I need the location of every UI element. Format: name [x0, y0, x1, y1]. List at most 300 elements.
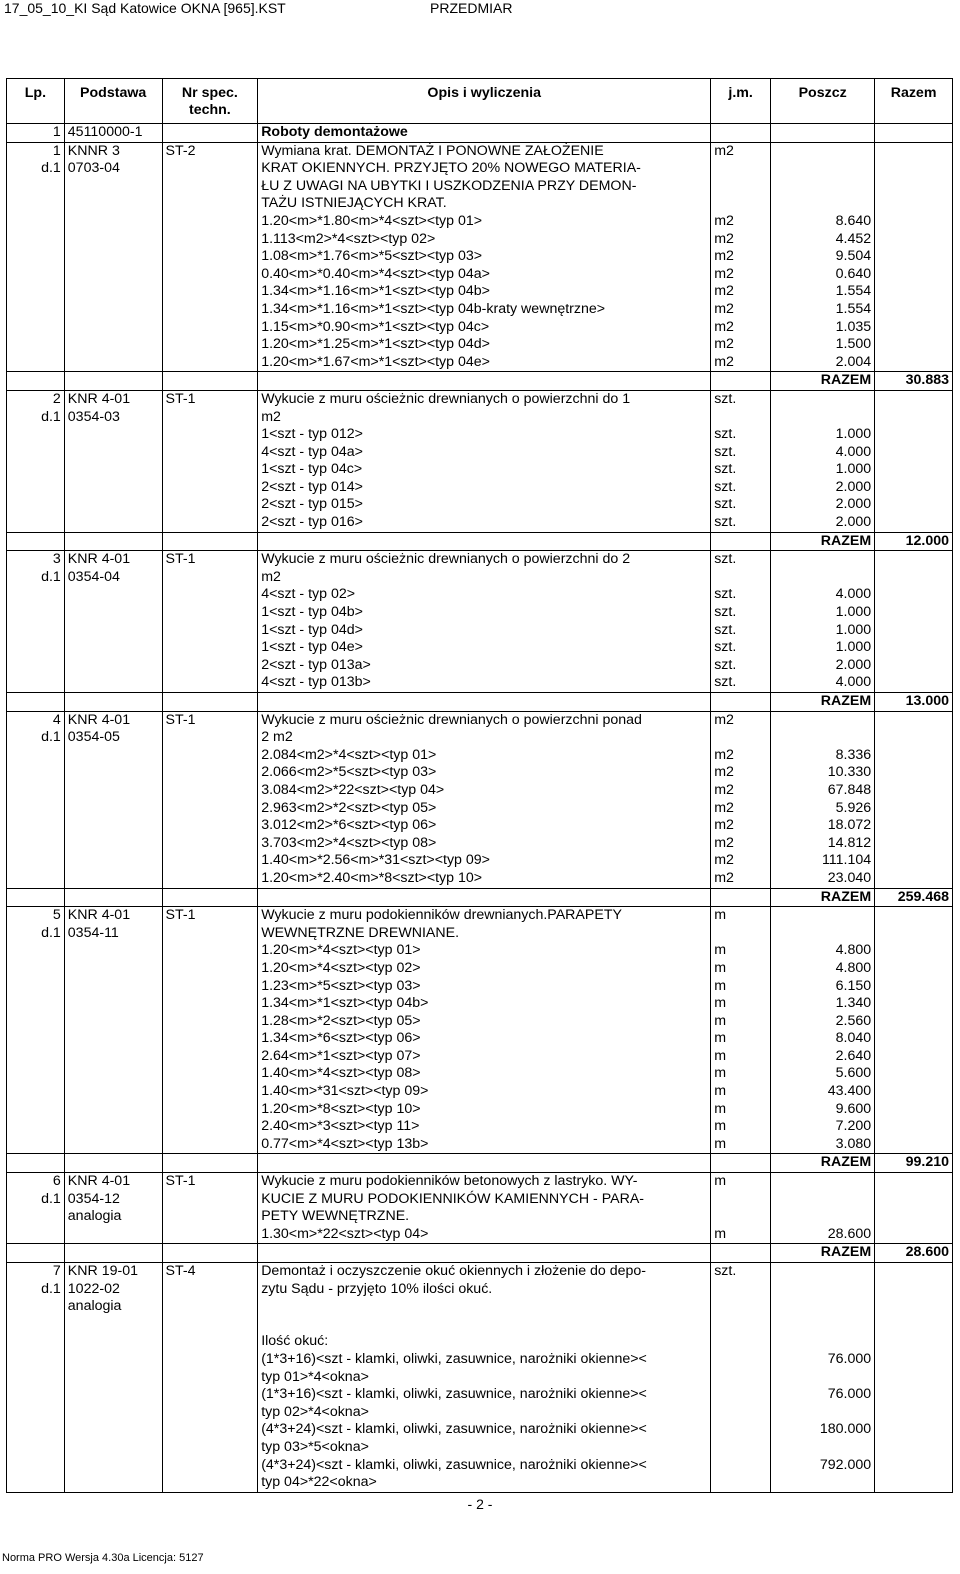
- poszcz-cell: [771, 1173, 875, 1191]
- spec-cell: [162, 569, 258, 587]
- razem-total: 259.468: [875, 888, 953, 907]
- razem-cell: [875, 195, 953, 213]
- spec-cell: [162, 835, 258, 853]
- podstawa-cell: KNR 4-01: [64, 711, 162, 729]
- jm-cell: [711, 1154, 771, 1173]
- podstawa-cell: [64, 782, 162, 800]
- opis-cell: zytu Sądu - przyjęto 10% ilości okuć.: [258, 1281, 711, 1299]
- podstawa-cell: [64, 817, 162, 835]
- jm-cell: [711, 1386, 771, 1404]
- lp-cell: [7, 195, 65, 213]
- podstawa-cell: [64, 1136, 162, 1154]
- spec-cell: [162, 479, 258, 497]
- spec-cell: [162, 1474, 258, 1492]
- lp-cell: [7, 354, 65, 372]
- calc-expression: 1.34<m>*1.16<m>*1<szt><typ 04b>: [258, 283, 711, 301]
- calc-row: [7, 1351, 953, 1369]
- calc-unit: m2: [711, 835, 771, 853]
- calc-value: 9.600: [771, 1101, 875, 1119]
- calc-expression: 1.28<m>*2<szt><typ 05>: [258, 1013, 711, 1031]
- podstawa-cell: [64, 496, 162, 514]
- calc-unit: m2: [711, 248, 771, 266]
- razem-label: RAZEM: [771, 888, 875, 907]
- lp-cell: d.1: [7, 925, 65, 943]
- jm-cell: [711, 532, 771, 551]
- razem-cell: [875, 978, 953, 996]
- calc-row: [7, 960, 953, 978]
- podstawa-cell: analogia: [64, 1208, 162, 1226]
- jm-cell: [711, 1351, 771, 1369]
- col-nr-spec: Nr spec. techn.: [162, 79, 258, 124]
- razem-cell: [875, 496, 953, 514]
- calc-value: 4.452: [771, 231, 875, 249]
- calc-expression: 1.20<m>*1.67<m>*1<szt><typ 04e>: [258, 354, 711, 372]
- calc-value: 14.812: [771, 835, 875, 853]
- calc-row: [7, 817, 953, 835]
- lp-cell: [7, 978, 65, 996]
- calc-expression: 2<szt - typ 014>: [258, 479, 711, 497]
- poszcz-cell: [771, 925, 875, 943]
- calc-expression: 4<szt - typ 02>: [258, 586, 711, 604]
- lp-cell: [7, 764, 65, 782]
- section-row: [7, 124, 953, 143]
- spec-cell: [162, 1154, 258, 1173]
- calc-value: 3.080: [771, 1136, 875, 1154]
- calc-row: [7, 479, 953, 497]
- podstawa-cell: [64, 1351, 162, 1369]
- razem-cell: [875, 1457, 953, 1475]
- empty-cell: [875, 1316, 953, 1334]
- lp-cell: [7, 283, 65, 301]
- jm-cell: m: [711, 1173, 771, 1191]
- calc-unit: m2: [711, 213, 771, 231]
- spec-cell: [162, 942, 258, 960]
- razem-cell: [875, 942, 953, 960]
- razem-label: RAZEM: [771, 1154, 875, 1173]
- file-name: 17_05_10_KI Sąd Katowice OKNA [965].KST: [4, 0, 286, 16]
- opis-cell: Wykucie z muru ościeżnic drewnianych o powierzchni do 1: [258, 390, 711, 408]
- lp-cell: [7, 1208, 65, 1226]
- opis-cell: [258, 372, 711, 391]
- position-row: [7, 160, 953, 178]
- jm-cell: [711, 569, 771, 587]
- jm-cell: [711, 1191, 771, 1209]
- position-row: [7, 551, 953, 569]
- poszcz-cell: [771, 1369, 875, 1387]
- podstawa-cell: [64, 800, 162, 818]
- spec-cell: [162, 319, 258, 337]
- spec-cell: [162, 1226, 258, 1244]
- calc-unit: m2: [711, 266, 771, 284]
- calc-unit: szt.: [711, 586, 771, 604]
- spec-cell: [162, 354, 258, 372]
- podstawa-cell: [64, 657, 162, 675]
- podstawa-cell: [64, 586, 162, 604]
- spec-cell: [162, 426, 258, 444]
- lp-cell: [7, 178, 65, 196]
- spec-cell: [162, 657, 258, 675]
- razem-cell: [875, 1333, 953, 1351]
- spec-cell: [162, 1244, 258, 1263]
- jm-cell: [711, 1333, 771, 1351]
- calc-value: 1.554: [771, 283, 875, 301]
- spec-cell: [162, 195, 258, 213]
- calc-row: [7, 942, 953, 960]
- podstawa-cell: [64, 1439, 162, 1457]
- spec-cell: [162, 995, 258, 1013]
- calc-row: [7, 657, 953, 675]
- calc-unit: m2: [711, 319, 771, 337]
- calc-expression: 1.15<m>*0.90<m>*1<szt><typ 04c>: [258, 319, 711, 337]
- lp-cell: [7, 693, 65, 712]
- calc-expression: 1.34<m>*1<szt><typ 04b>: [258, 995, 711, 1013]
- podstawa-cell: analogia: [64, 1298, 162, 1316]
- poszcz-cell: [771, 1298, 875, 1316]
- razem-total: 13.000: [875, 693, 953, 712]
- podstawa-cell: [64, 1474, 162, 1492]
- calc-row: [7, 622, 953, 640]
- opis-cell: [258, 1154, 711, 1173]
- spec-cell: ST-1: [162, 907, 258, 925]
- spec-cell: [162, 852, 258, 870]
- calc-unit: szt.: [711, 496, 771, 514]
- calc-unit: m: [711, 942, 771, 960]
- empty-cell: [64, 1316, 162, 1334]
- podstawa-cell: [64, 1333, 162, 1351]
- spec-cell: [162, 747, 258, 765]
- opis-cell: m2: [258, 569, 711, 587]
- lp-cell: [7, 674, 65, 692]
- position-row: [7, 711, 953, 729]
- ilosc-row: [7, 1333, 953, 1351]
- calc-unit: m: [711, 1030, 771, 1048]
- lp-cell: [7, 1298, 65, 1316]
- lp-cell: [7, 1154, 65, 1173]
- lp-cell: [7, 1030, 65, 1048]
- calc-unit: m: [711, 1101, 771, 1119]
- calc-value: 6.150: [771, 978, 875, 996]
- spec-cell: [162, 1421, 258, 1439]
- calc-expression: 1.20<m>*2.40<m>*8<szt><typ 10>: [258, 870, 711, 888]
- calc-row-cont: [7, 1474, 953, 1492]
- spec-cell: ST-1: [162, 551, 258, 569]
- spec-cell: ST-1: [162, 390, 258, 408]
- podstawa-cell: [64, 248, 162, 266]
- razem-cell: [875, 1083, 953, 1101]
- calc-value: 1.554: [771, 301, 875, 319]
- podstawa-cell: [64, 514, 162, 532]
- calc-expression: 4<szt - typ 013b>: [258, 674, 711, 692]
- lp-cell: [7, 586, 65, 604]
- lp-cell: [7, 444, 65, 462]
- spec-cell: [162, 1048, 258, 1066]
- document-title: PRZEDMIAR: [430, 0, 513, 16]
- razem-cell: [875, 1421, 953, 1439]
- lp-cell: [7, 1244, 65, 1263]
- jm-cell: [711, 1369, 771, 1387]
- lp-cell: [7, 1439, 65, 1457]
- podstawa-cell: [64, 960, 162, 978]
- jm-cell: [711, 1208, 771, 1226]
- podstawa-cell: [64, 1369, 162, 1387]
- podstawa-cell: KNNR 3: [64, 142, 162, 160]
- position-row: [7, 1298, 953, 1316]
- calc-expression: 1.40<m>*31<szt><typ 09>: [258, 1083, 711, 1101]
- lp-cell: [7, 231, 65, 249]
- poszcz-cell: [771, 142, 875, 160]
- podstawa-cell: [64, 747, 162, 765]
- lp-cell: [7, 1386, 65, 1404]
- calc-unit: szt.: [711, 639, 771, 657]
- opis-cell: Wykucie z muru podokienników drewnianych.PARAPETY: [258, 907, 711, 925]
- razem-cell: [875, 444, 953, 462]
- podstawa-cell: 0354-12: [64, 1191, 162, 1209]
- jm-cell: [711, 1421, 771, 1439]
- spec-cell: [162, 639, 258, 657]
- spec-cell: [162, 532, 258, 551]
- calc-value: 67.848: [771, 782, 875, 800]
- podstawa-cell: [64, 604, 162, 622]
- calc-expression: 2.963<m2>*2<szt><typ 05>: [258, 800, 711, 818]
- calc-row: [7, 231, 953, 249]
- jm-cell: [711, 195, 771, 213]
- calc-value: 4.000: [771, 586, 875, 604]
- spec-cell: [162, 978, 258, 996]
- calc-expression: 1<szt - typ 04d>: [258, 622, 711, 640]
- razem-cell: [875, 817, 953, 835]
- podstawa-cell: [64, 1154, 162, 1173]
- podstawa-cell: [64, 674, 162, 692]
- calc-row: [7, 461, 953, 479]
- razem-cell: [875, 301, 953, 319]
- calc-row: [7, 782, 953, 800]
- poszcz-cell: [771, 907, 875, 925]
- razem-row: [7, 1244, 953, 1263]
- lp-cell: [7, 1118, 65, 1136]
- section-title: Roboty demontażowe: [258, 124, 711, 143]
- calc-value: 792.000: [771, 1457, 875, 1475]
- calc-value: 43.400: [771, 1083, 875, 1101]
- podstawa-cell: KNR 19-01: [64, 1263, 162, 1281]
- position-row: [7, 1281, 953, 1299]
- lp-cell: 4: [7, 711, 65, 729]
- calc-value: 76.000: [771, 1351, 875, 1369]
- lp-cell: 7: [7, 1263, 65, 1281]
- lp-cell: [7, 479, 65, 497]
- lp-cell: [7, 639, 65, 657]
- podstawa-cell: [64, 1226, 162, 1244]
- razem-cell: [875, 1118, 953, 1136]
- opis-cell: 2 m2: [258, 729, 711, 747]
- podstawa-cell: [64, 852, 162, 870]
- calc-value: 111.104: [771, 852, 875, 870]
- opis-cell: [258, 1298, 711, 1316]
- podstawa-cell: [64, 835, 162, 853]
- calc-row: [7, 800, 953, 818]
- razem-cell: [875, 213, 953, 231]
- calc-row: [7, 978, 953, 996]
- lp-cell: d.1: [7, 1281, 65, 1299]
- calc-unit: m2: [711, 336, 771, 354]
- podstawa-cell: [64, 1244, 162, 1263]
- podstawa-cell: [64, 693, 162, 712]
- position-row: [7, 569, 953, 587]
- calc-expression: 1<szt - typ 04e>: [258, 639, 711, 657]
- jm-cell: [711, 1281, 771, 1299]
- spec-cell: [162, 782, 258, 800]
- lp-cell: d.1: [7, 1191, 65, 1209]
- calc-unit: m2: [711, 852, 771, 870]
- podstawa-cell: KNR 4-01: [64, 907, 162, 925]
- calc-expression: 1.20<m>*1.25<m>*1<szt><typ 04d>: [258, 336, 711, 354]
- razem-cell: [875, 1048, 953, 1066]
- spec-cell: [162, 336, 258, 354]
- przedmiar-table-frame: [6, 78, 953, 1491]
- position-row: [7, 1173, 953, 1191]
- calc-row: [7, 426, 953, 444]
- jm-cell: szt.: [711, 551, 771, 569]
- spec-cell: [162, 1298, 258, 1316]
- calc-value: 4.000: [771, 674, 875, 692]
- calc-unit: m: [711, 978, 771, 996]
- calc-unit: szt.: [711, 657, 771, 675]
- calc-unit: m: [711, 960, 771, 978]
- calc-unit: m2: [711, 870, 771, 888]
- calc-unit: szt.: [711, 479, 771, 497]
- razem-cell: [875, 551, 953, 569]
- calc-expression: 2.066<m2>*5<szt><typ 03>: [258, 764, 711, 782]
- razem-cell: [875, 586, 953, 604]
- calc-unit: m: [711, 1083, 771, 1101]
- calc-expression: 2<szt - typ 013a>: [258, 657, 711, 675]
- poszcz-cell: [771, 1208, 875, 1226]
- spec-cell: [162, 888, 258, 907]
- calc-row: [7, 995, 953, 1013]
- podstawa-cell: [64, 942, 162, 960]
- calc-row: [7, 1013, 953, 1031]
- jm-cell: [711, 1439, 771, 1457]
- calc-row: [7, 1421, 953, 1439]
- podstawa-cell: [64, 1421, 162, 1439]
- opis-cell: Wykucie z muru ościeżnic drewnianych o powierzchni do 2: [258, 551, 711, 569]
- podstawa-cell: KNR 4-01: [64, 551, 162, 569]
- spec-cell: [162, 870, 258, 888]
- calc-expression: (1*3+16)<szt - klamki, oliwki, zasuwnice, narożniki okienne><: [258, 1386, 711, 1404]
- podstawa-cell: 1022-02: [64, 1281, 162, 1299]
- podstawa-cell: [64, 266, 162, 284]
- calc-row: [7, 1101, 953, 1119]
- calc-expression: 1.40<m>*2.56<m>*31<szt><typ 09>: [258, 852, 711, 870]
- podstawa-cell: [64, 1101, 162, 1119]
- calc-row: [7, 586, 953, 604]
- calc-row: [7, 835, 953, 853]
- spec-cell: [162, 693, 258, 712]
- lp-cell: [7, 870, 65, 888]
- jm-cell: [711, 1298, 771, 1316]
- opis-cell: m2: [258, 409, 711, 427]
- calc-row: [7, 1226, 953, 1244]
- spec-cell: [162, 1030, 258, 1048]
- opis-cell: [258, 888, 711, 907]
- calc-unit: m2: [711, 817, 771, 835]
- razem-cell: [875, 1101, 953, 1119]
- razem-cell: [875, 1226, 953, 1244]
- razem-cell: [875, 283, 953, 301]
- lp-cell: [7, 995, 65, 1013]
- razem-cell: [875, 782, 953, 800]
- spec-cell: [162, 800, 258, 818]
- lp-cell: d.1: [7, 729, 65, 747]
- lp-cell: [7, 1351, 65, 1369]
- podstawa-cell: [64, 1386, 162, 1404]
- calc-expression: 4<szt - typ 04a>: [258, 444, 711, 462]
- razem-cell: [875, 925, 953, 943]
- opis-cell: PETY WEWNĘTRZNE.: [258, 1208, 711, 1226]
- spec-cell: [162, 213, 258, 231]
- calc-value: 7.200: [771, 1118, 875, 1136]
- podstawa-cell: 0354-05: [64, 729, 162, 747]
- calc-expression: (4*3+24)<szt - klamki, oliwki, zasuwnice, narożniki okienne><: [258, 1421, 711, 1439]
- razem-cell: [875, 1386, 953, 1404]
- razem-total: 30.883: [875, 372, 953, 391]
- position-row: [7, 195, 953, 213]
- podstawa-cell: [64, 444, 162, 462]
- lp-cell: [7, 1474, 65, 1492]
- empty-cell: [258, 1316, 711, 1334]
- podstawa-cell: [64, 336, 162, 354]
- calc-value: 76.000: [771, 1386, 875, 1404]
- poszcz-cell: [771, 1281, 875, 1299]
- razem-total: 12.000: [875, 532, 953, 551]
- podstawa-cell: [64, 1404, 162, 1422]
- spec-cell: [162, 1136, 258, 1154]
- calc-value: 10.330: [771, 764, 875, 782]
- calc-row: [7, 1030, 953, 1048]
- spec-cell: [162, 124, 258, 143]
- calc-expression: 0.40<m>*0.40<m>*4<szt><typ 04a>: [258, 266, 711, 284]
- lp-cell: [7, 213, 65, 231]
- opis-cell: [258, 1244, 711, 1263]
- calc-row: [7, 1048, 953, 1066]
- spacer-row: [7, 1316, 953, 1334]
- calc-row: [7, 514, 953, 532]
- razem-cell: [875, 674, 953, 692]
- razem-cell: [875, 390, 953, 408]
- license-info: Norma PRO Wersja 4.30a Licencja: 5127: [2, 1552, 204, 1564]
- calc-unit: szt.: [711, 461, 771, 479]
- razem-cell: [875, 266, 953, 284]
- calc-unit: m: [711, 1048, 771, 1066]
- spec-cell: [162, 1191, 258, 1209]
- poszcz-cell: [771, 551, 875, 569]
- jm-cell: [711, 124, 771, 143]
- calc-row: [7, 604, 953, 622]
- calc-expression: 1.40<m>*4<szt><typ 08>: [258, 1065, 711, 1083]
- calc-row: [7, 852, 953, 870]
- razem-cell: [875, 1404, 953, 1422]
- calc-expression: (1*3+16)<szt - klamki, oliwki, zasuwnice, narożniki okienne><: [258, 1351, 711, 1369]
- calc-value: 1.500: [771, 336, 875, 354]
- spec-cell: [162, 409, 258, 427]
- calc-value: 8.040: [771, 1030, 875, 1048]
- calc-value: 1.340: [771, 995, 875, 1013]
- spec-cell: [162, 925, 258, 943]
- lp-cell: d.1: [7, 409, 65, 427]
- razem-row: [7, 693, 953, 712]
- calc-row: [7, 354, 953, 372]
- razem-cell: [875, 514, 953, 532]
- jm-cell: [711, 409, 771, 427]
